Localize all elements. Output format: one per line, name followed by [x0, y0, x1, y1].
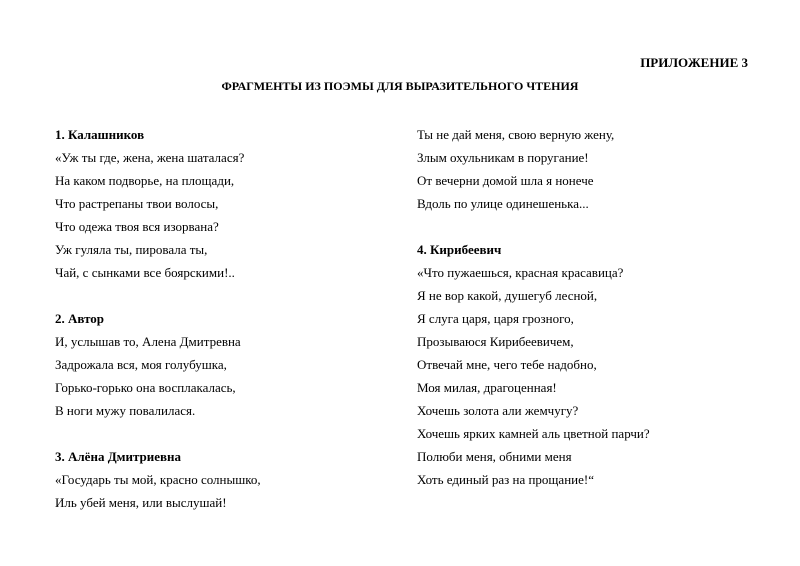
fragment-heading: 1. Калашников: [55, 127, 145, 142]
verse-line: Хочешь золота али жемчугу?: [417, 403, 579, 418]
verse-line: Полюби меня, обними меня: [417, 449, 572, 464]
verse-line: Отвечай мне, чего тебе надобно,: [417, 357, 597, 372]
verse-line: Иль убей меня, или выслушай!: [55, 495, 227, 510]
verse-line: Ты не дай меня, свою верную жену,: [417, 127, 615, 142]
verse-line: И, услышав то, Алена Дмитревна: [55, 334, 241, 349]
fragment-author: [55, 307, 395, 422]
verse-line: Злым охульникам в поругание!: [417, 150, 589, 165]
verse-line: «Государь ты мой, красно солнышко,: [55, 472, 261, 487]
verse-line: Чай, с сынками все боярскими!..: [55, 265, 235, 280]
verse-line: Моя милая, драгоценная!: [417, 380, 557, 395]
fragment-heading: 3. Алёна Дмитриевна: [55, 449, 182, 464]
verse-line: Я слуга царя, царя грозного,: [417, 311, 574, 326]
verse-line: «Уж ты где, жена, жена шаталася?: [55, 150, 245, 165]
verse-line: В ноги мужу повалилася.: [55, 403, 196, 418]
left-column: [55, 123, 395, 514]
verse-line: Задрожала вся, моя голубушка,: [55, 357, 227, 372]
verse-line: Вдоль по улице одинешенька...: [417, 196, 589, 211]
verse-line: Хочешь ярких камней аль цветной парчи?: [417, 426, 650, 441]
verse-line: Что растрепаны твои волосы,: [55, 196, 219, 211]
fragment-alena: [55, 445, 395, 514]
fragment-heading: 4. Кирибеевич: [417, 242, 502, 257]
fragment-kalashnikov: [55, 123, 395, 284]
right-column: [417, 123, 757, 491]
verse-line: Я не вор какой, душегуб лесной,: [417, 288, 598, 303]
verse-line: Уж гуляла ты, пировала ты,: [55, 242, 208, 257]
verse-line: Горько-горько она восплакалась,: [55, 380, 236, 395]
fragment-kiribeevich: [417, 238, 757, 491]
verse-line: Что одежа твоя вся изорвана?: [55, 219, 219, 234]
verse-line: Хоть единый раз на прощание!“: [417, 472, 594, 487]
verse-line: От вечерни домой шла я нонече: [417, 173, 594, 188]
verse-line: «Что пужаешься, красная красавица?: [417, 265, 624, 280]
document-title: ФРАГМЕНТЫ ИЗ ПОЭМЫ ДЛЯ ВЫРАЗИТЕЛЬНОГО ЧТЕНИЯ: [221, 79, 579, 93]
fragment-alena-continued: [417, 123, 757, 215]
appendix-label: ПРИЛОЖЕНИЕ 3: [640, 55, 748, 70]
verse-line: На каком подворье, на площади,: [55, 173, 235, 188]
verse-line: Прозываюся Кирибеевичем,: [417, 334, 574, 349]
fragment-heading: 2. Автор: [55, 311, 105, 326]
